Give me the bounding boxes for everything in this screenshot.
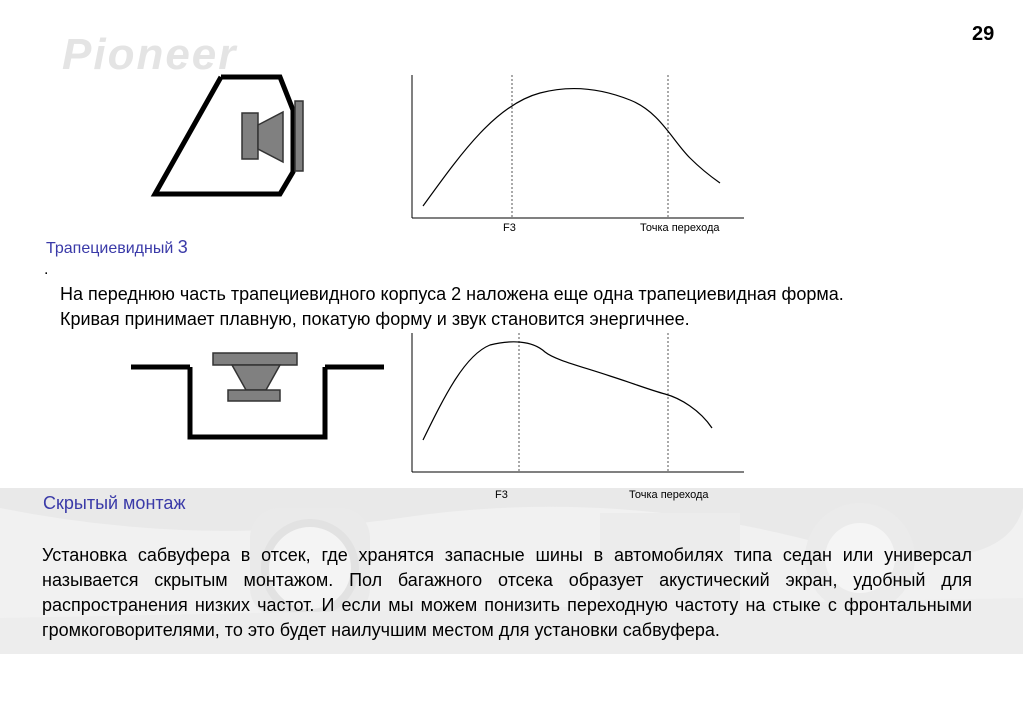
hidden-mount-description: Установка сабвуфера в отсек, где хранятся запасные шины в автомобилях типа седан или универсал называется скрытым монтажом. Пол багажного отсека образует акустический экран, удобный для распространения низких частот. И если мы можем понизить переходную частоту на стыке с фронтальными громкоговорителями, то это будет наилучшим местом для установки сабвуфера. bbox=[42, 545, 972, 640]
brand-logo: Pioneer bbox=[62, 30, 238, 79]
trapezoid-description bbox=[60, 282, 990, 332]
trapezoid-description-line2: Кривая принимает плавную, покатую форму и звук становится энергичнее. bbox=[60, 309, 690, 329]
section-title-trapezoid bbox=[46, 237, 188, 258]
trapezoid-description-line1: На переднюю часть трапециевидного корпуса 2 наложена еще одна трапециевидная форма. bbox=[60, 284, 844, 304]
chart1-crossover-label: Точка перехода bbox=[640, 222, 720, 234]
chart1-curve bbox=[423, 89, 720, 206]
page-number: 29 bbox=[972, 23, 995, 45]
frequency-response-chart-2 bbox=[412, 333, 744, 501]
section-title-trapezoid-number: 3 bbox=[177, 237, 188, 257]
frequency-response-chart-1 bbox=[412, 75, 744, 234]
bullet-dot: . bbox=[44, 261, 49, 278]
chart2-f3-label: F3 bbox=[495, 489, 508, 501]
chart2-crossover-label: Точка перехода bbox=[629, 489, 709, 501]
trapezoid-enclosure-diagram bbox=[155, 77, 303, 194]
section-title-trapezoid-text: Трапециевидный bbox=[46, 240, 174, 257]
spare-tire-mount-diagram bbox=[131, 353, 384, 437]
chart1-f3-label: F3 bbox=[503, 222, 516, 234]
chart2-curve bbox=[423, 342, 712, 440]
section-title-hidden-mount: Скрытый монтаж bbox=[43, 493, 186, 513]
